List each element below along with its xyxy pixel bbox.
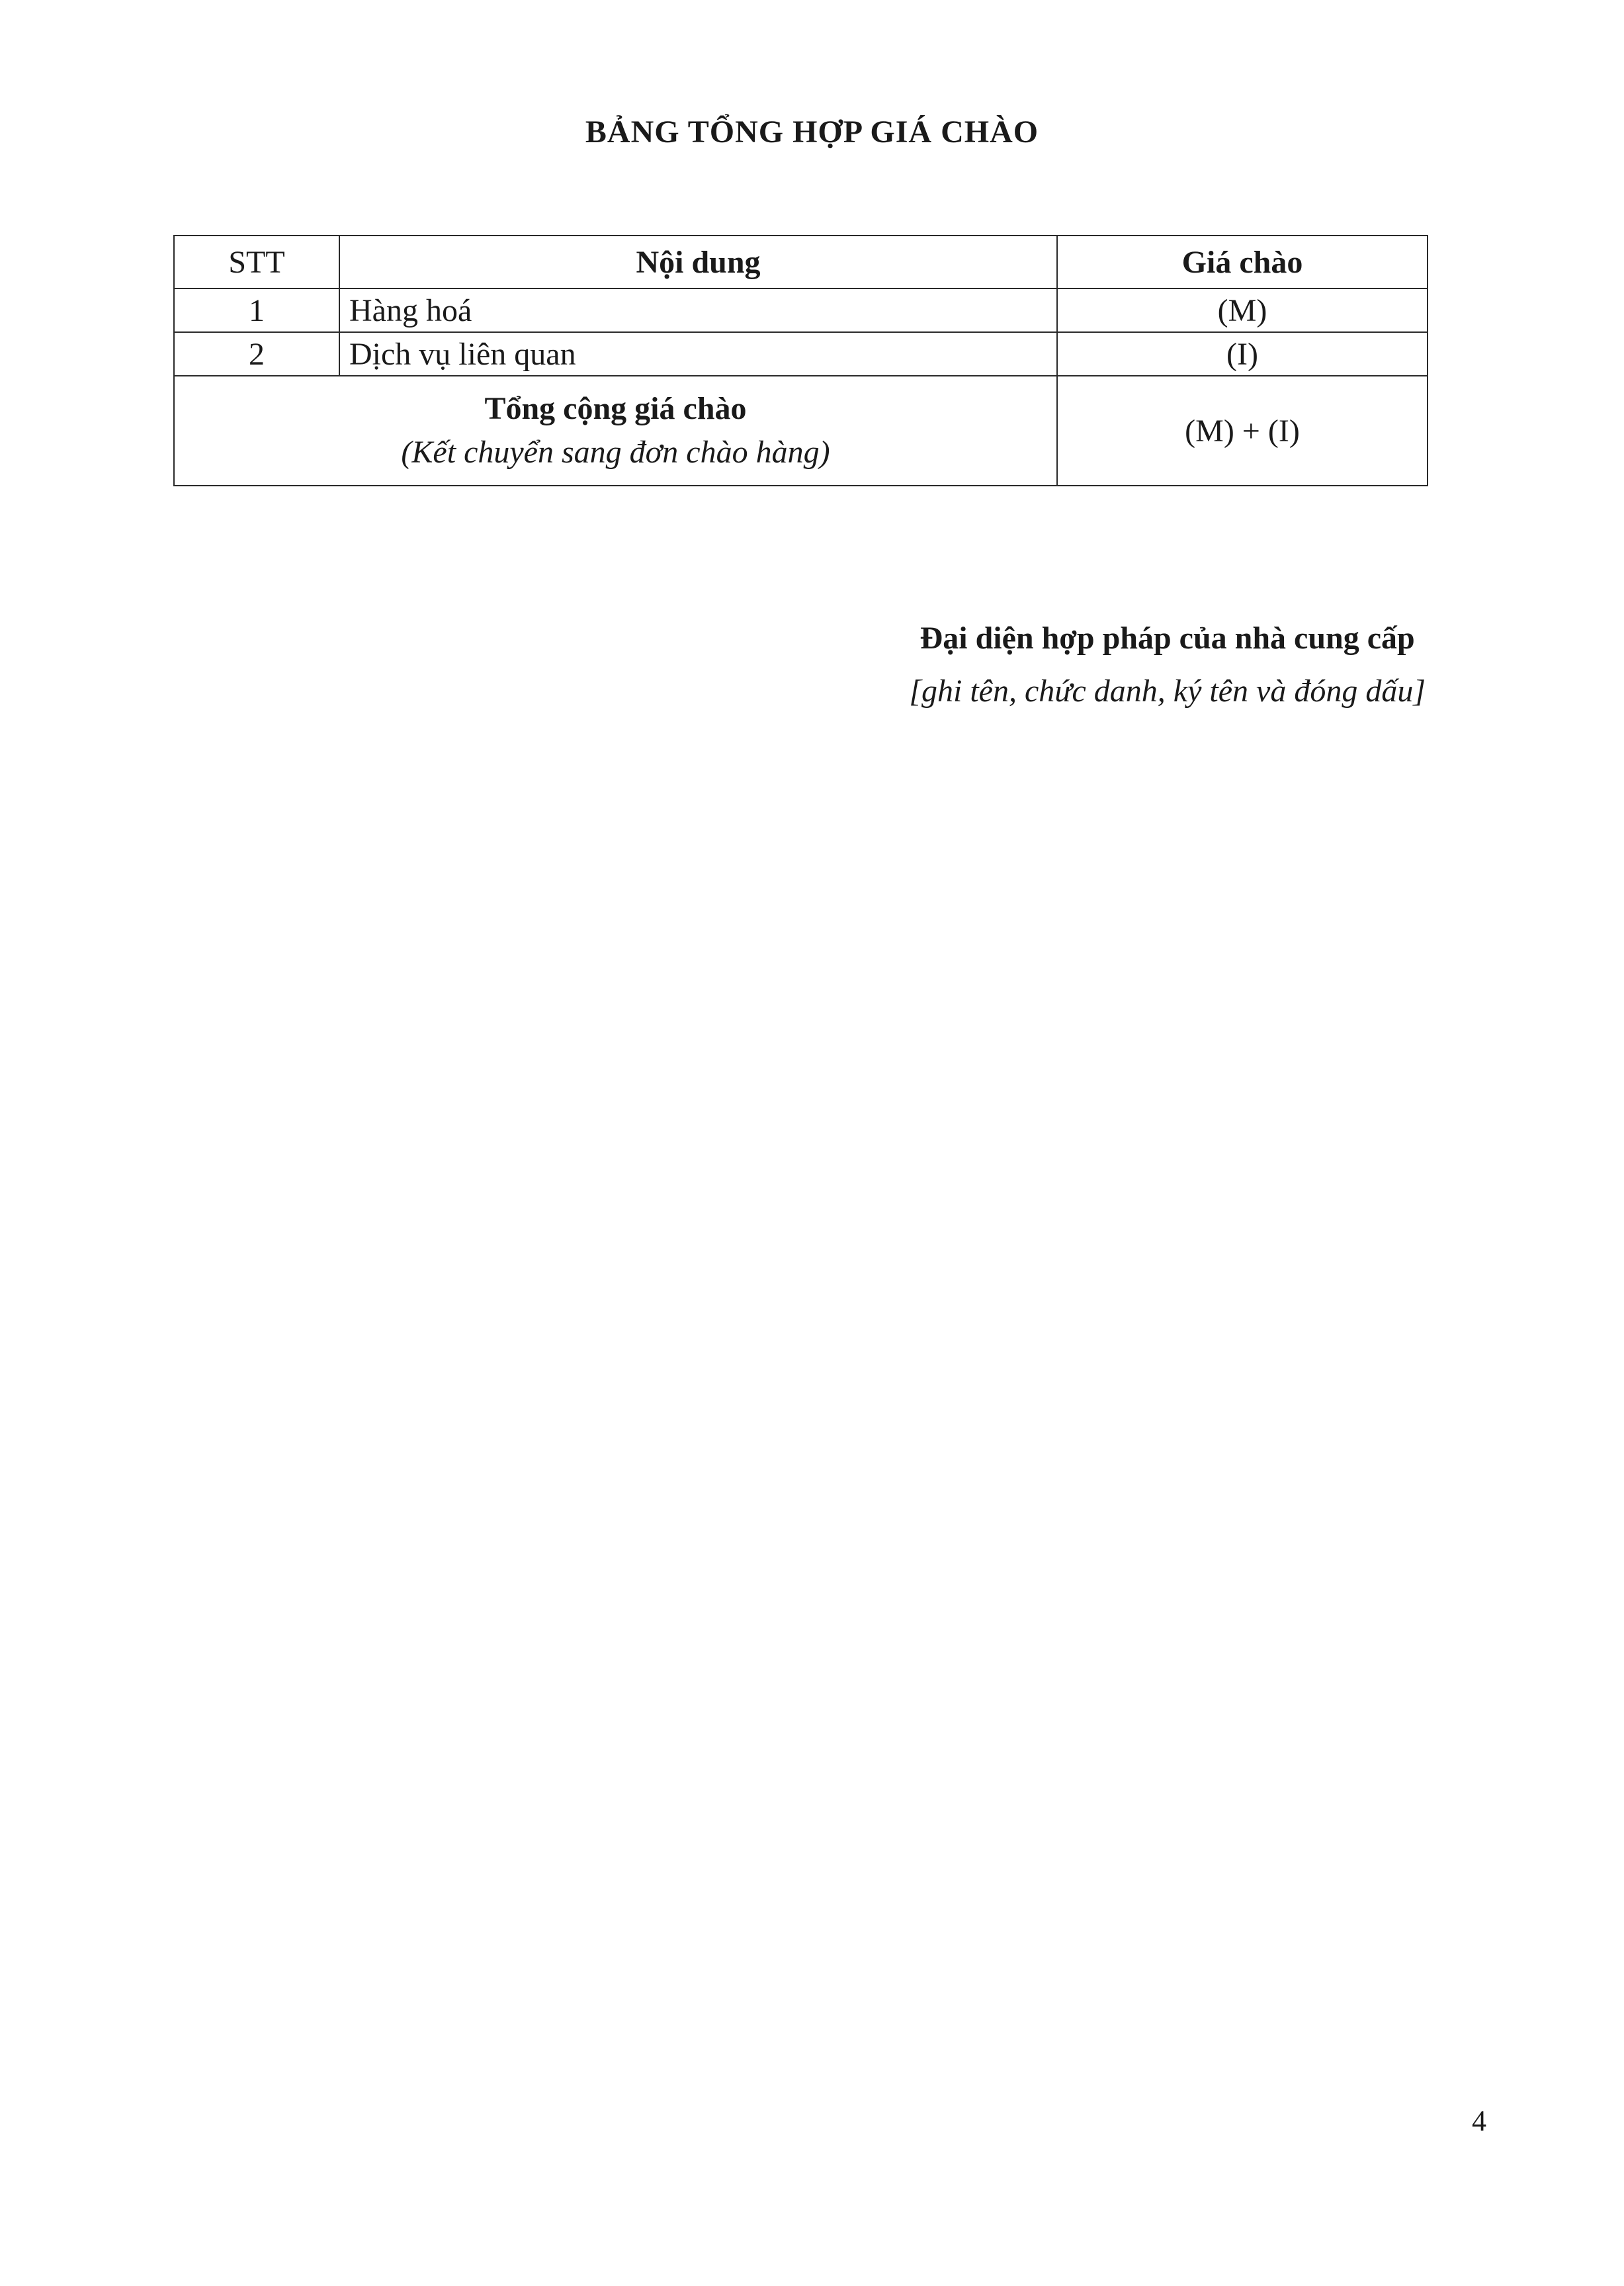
row-stt: 1 xyxy=(174,288,339,332)
signature-block xyxy=(909,612,1426,718)
total-label: Tổng cộng giá chào xyxy=(484,391,747,426)
row-content: Dịch vụ liên quan xyxy=(339,332,1057,376)
row-stt: 2 xyxy=(174,332,339,376)
total-note: (Kết chuyển sang đơn chào hàng) xyxy=(401,435,830,470)
header-price: Giá chào xyxy=(1057,236,1428,288)
page-number: 4 xyxy=(1472,2105,1486,2137)
row-content: Hàng hoá xyxy=(339,288,1057,332)
table-row xyxy=(174,332,1428,376)
table-total-row xyxy=(174,376,1428,486)
row-price: (I) xyxy=(1057,332,1428,376)
total-value: (M) + (I) xyxy=(1057,376,1428,486)
total-cell xyxy=(174,376,1057,486)
header-content: Nội dung xyxy=(339,236,1057,288)
signature-title: Đại diện hợp pháp của nhà cung cấp xyxy=(919,621,1415,656)
table-row xyxy=(174,288,1428,332)
price-summary-table xyxy=(173,235,1428,486)
table-header-row xyxy=(174,236,1428,288)
page-title: BẢNG TỔNG HỢP GIÁ CHÀO xyxy=(585,114,1039,150)
header-stt: STT xyxy=(174,236,339,288)
row-price: (M) xyxy=(1057,288,1428,332)
signature-note: [ghi tên, chức danh, ký tên và đóng dấu] xyxy=(909,674,1426,709)
